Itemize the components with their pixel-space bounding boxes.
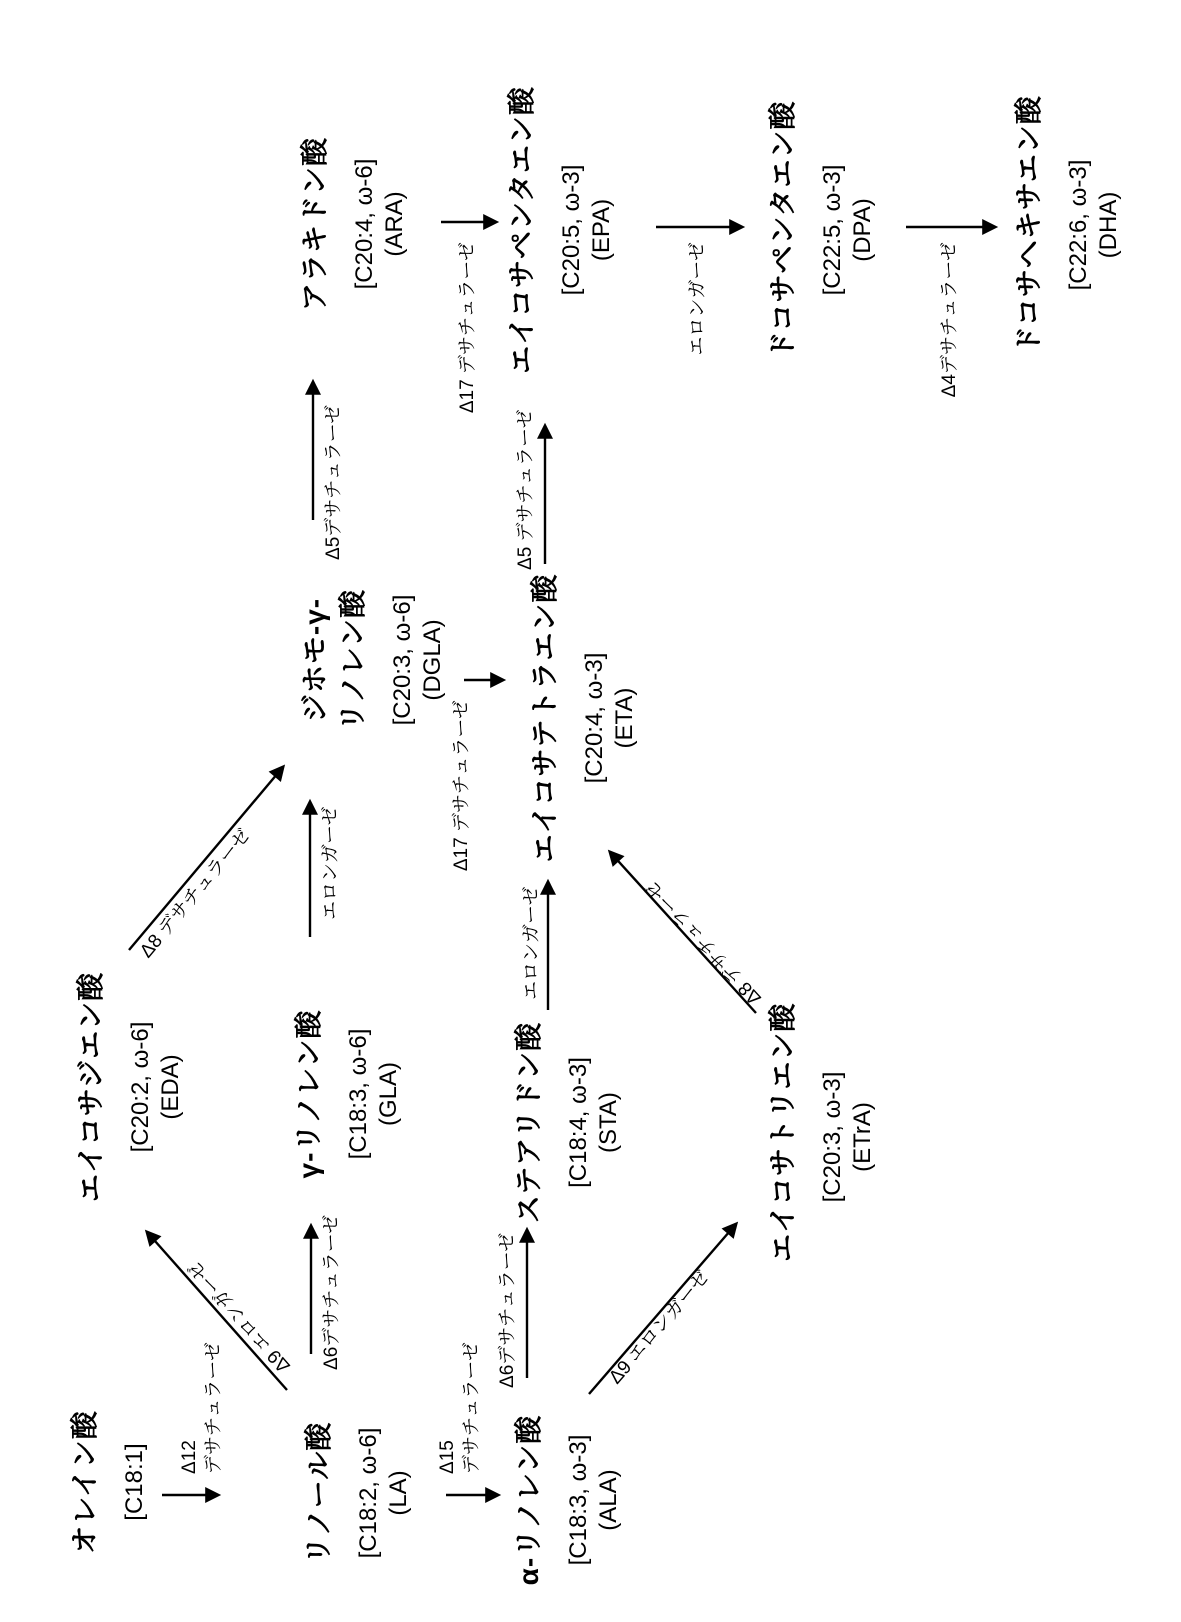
metabolite-alpha-linolenic-acid	[510, 1388, 624, 1612]
metabolite-abbr: (DPA)	[849, 198, 876, 262]
metabolite-abbr: (DHA)	[1095, 191, 1122, 259]
enzyme-label-delta8-desaturase-etra-eta: Δ8 デサチュラーゼ	[641, 876, 766, 1009]
metabolite-name: γ-リノレン酸	[293, 1009, 324, 1179]
metabolite-linoleic-acid	[300, 1380, 414, 1606]
enzyme-label-elongase-gla-dgla: エロンガーゼ	[320, 806, 341, 920]
enzyme-label-line2: デサチュラーゼ	[203, 1341, 224, 1474]
metabolite-formula: [C20:5, ω-3]	[558, 164, 585, 296]
enzyme-label-delta9-elongase-la-eda: Δ9 エロンガーゼ	[184, 1256, 295, 1377]
metabolite-name: α-リノレン酸	[513, 1414, 544, 1586]
enzyme-label-line1: Δ15	[437, 1440, 458, 1474]
metabolite-formula: [C18:1]	[121, 1443, 148, 1521]
enzyme-label-delta12-desaturase	[178, 1342, 226, 1474]
metabolite-stearidonic-acid	[510, 1015, 624, 1230]
metabolite-abbr: (ARA)	[381, 191, 408, 257]
metabolite-abbr: (EPA)	[588, 198, 615, 262]
metabolite-formula: [C20:4, ω-6]	[351, 158, 378, 290]
metabolite-arachidonic-acid	[296, 136, 410, 312]
enzyme-label-delta17-desaturase-ara-epa: Δ17 デサチュラーゼ	[457, 242, 478, 414]
metabolite-name: オレイン酸	[69, 1410, 100, 1554]
metabolite-formula: [C22:5, ω-3]	[819, 164, 846, 296]
enzyme-label-delta15-desaturase	[436, 1342, 484, 1474]
enzyme-label-delta6-desaturase-ala-sta: Δ6デサチュラーゼ	[497, 1232, 518, 1388]
metabolite-abbr: (DGLA)	[419, 619, 446, 701]
metabolite-abbr: (ALA)	[595, 1469, 622, 1531]
arrow-eda-to-dgla	[129, 767, 283, 950]
enzyme-label-line2: デサチュラーゼ	[461, 1341, 482, 1474]
metabolite-name: アラキドン酸	[299, 137, 330, 312]
metabolite-name: ドコサペンタエン酸	[767, 100, 798, 360]
enzyme-label-delta5-desaturase-dgla-ara: Δ5デサチュラーゼ	[323, 404, 344, 560]
metabolite-formula: [C20:4, ω-3]	[581, 652, 608, 784]
enzyme-label-delta6-desaturase-la-gla: Δ6デサチュラーゼ	[321, 1214, 342, 1370]
enzyme-label-delta4-desaturase-dpa-dha: Δ4デサチュラーゼ	[939, 242, 960, 398]
metabolite-eicosatetraenoic-acid	[526, 572, 640, 864]
metabolite-eicosapentaenoic-acid	[503, 84, 617, 376]
metabolite-dihomo-gamma-linolenic-acid	[296, 574, 448, 746]
enzyme-label-delta5-desaturase-eta-epa: Δ5 デサチュラーゼ	[515, 409, 536, 570]
metabolite-abbr: (ETA)	[611, 687, 638, 749]
enzyme-label-delta17-desaturase-dgla-eta: Δ17 デサチュラーゼ	[451, 700, 472, 872]
metabolite-oleic-acid	[66, 1372, 150, 1592]
metabolite-name: リノール酸	[303, 1421, 334, 1565]
enzyme-label-elongase-sta-eta: エロンガーゼ	[521, 886, 542, 1000]
metabolite-formula: [C20:3, ω-6]	[389, 594, 416, 726]
enzyme-label-delta9-elongase-ala-etra: Δ9 エロンガーゼ	[605, 1267, 715, 1389]
metabolite-formula: [C20:2, ω-6]	[127, 1021, 154, 1153]
metabolite-name: エイコサトリエン酸	[767, 1002, 798, 1262]
enzyme-label-elongase-epa-dpa: エロンガーゼ	[687, 242, 708, 356]
metabolite-formula: [C20:3, ω-3]	[819, 1071, 846, 1203]
metabolite-abbr: (LA)	[385, 1470, 412, 1516]
metabolite-eicosadienoic-acid	[72, 964, 186, 1210]
metabolite-name: ステアリドン酸	[513, 1021, 544, 1224]
metabolite-name-line1: ジホモ-γ-	[299, 597, 330, 723]
metabolite-docosahexaenoic-acid	[1010, 96, 1124, 354]
metabolite-name: ドコサヘキサエン酸	[1013, 95, 1044, 354]
metabolite-gamma-linolenic-acid	[290, 992, 404, 1196]
enzyme-label-line1: Δ12	[179, 1440, 200, 1474]
metabolite-abbr: (GLA)	[375, 1062, 402, 1127]
metabolite-name: エイコサテトラエン酸	[529, 573, 560, 863]
metabolite-formula: [C18:3, ω-3]	[565, 1434, 592, 1566]
enzyme-label-delta8-desaturase-eda-dgla: Δ8 デサチュラーゼ	[135, 825, 256, 962]
metabolite-eicosatrienoic-acid	[764, 1002, 878, 1262]
metabolite-formula: [C18:4, ω-3]	[565, 1057, 592, 1188]
metabolite-name: エイコサジエン酸	[75, 971, 106, 1203]
metabolite-name: エイコサペンタエン酸	[506, 86, 537, 374]
metabolite-abbr: (STA)	[595, 1092, 622, 1153]
metabolite-formula: [C22:6, ω-3]	[1065, 159, 1092, 291]
metabolite-docosapentaenoic-acid	[764, 98, 878, 362]
metabolite-formula: [C18:2, ω-6]	[355, 1427, 382, 1559]
metabolite-abbr: (EDA)	[157, 1054, 184, 1120]
metabolite-abbr: (ETrA)	[849, 1102, 876, 1172]
metabolite-formula: [C18:3, ω-6]	[345, 1028, 372, 1160]
metabolite-name-line2: リノレン酸	[337, 588, 368, 732]
